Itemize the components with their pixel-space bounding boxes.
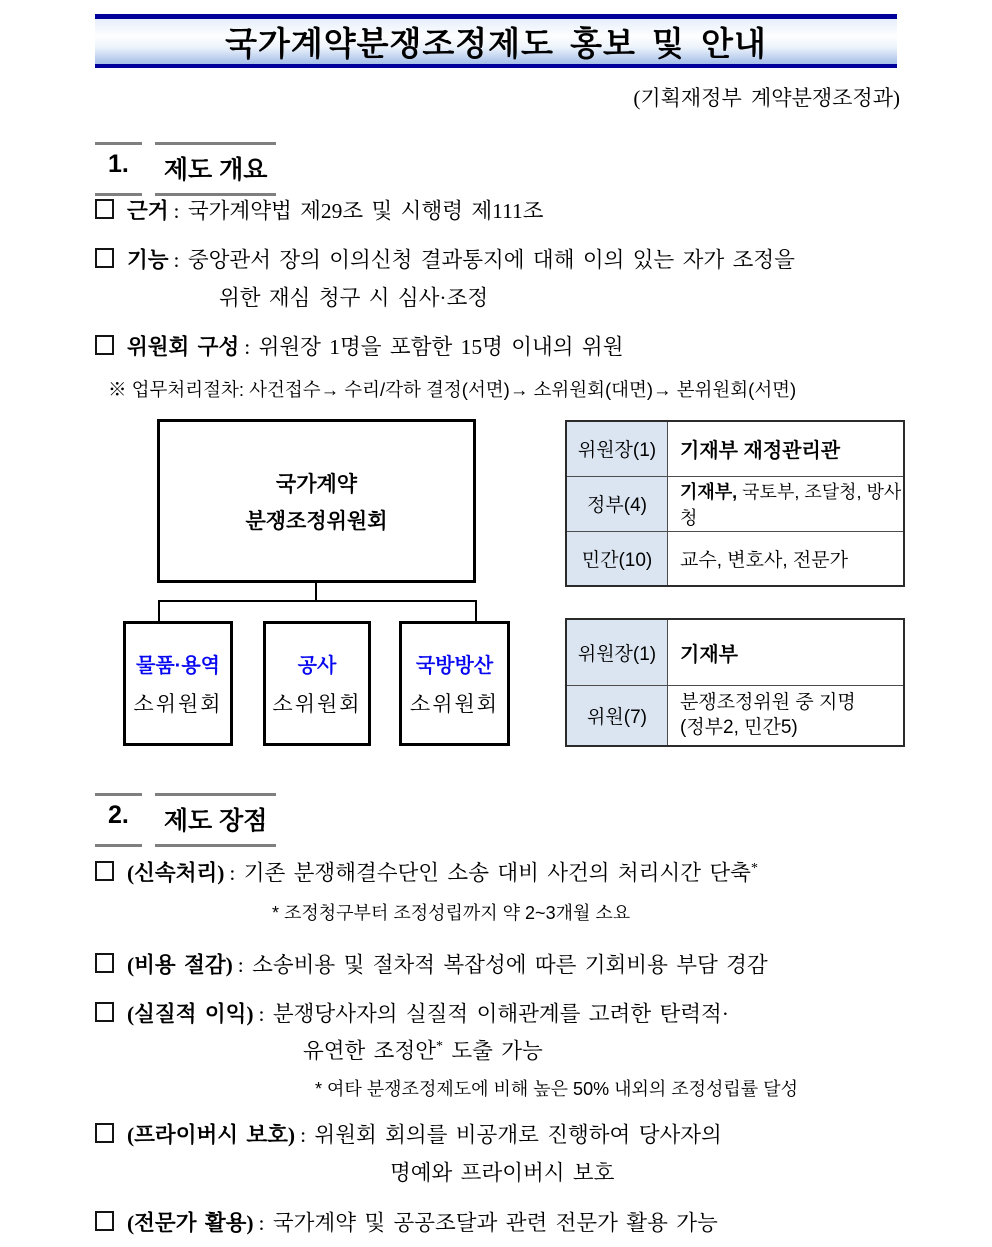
row-header: 민간(10): [566, 531, 668, 586]
row-value: [668, 685, 905, 746]
item-function-text-line2: 위한 재심 청구 시 심사·조정: [219, 286, 489, 310]
item-benefit-footnote: * 여타 분쟁조정제도에 비해 높은 50% 내외의 조정성립률 달성: [315, 1079, 798, 1099]
subcommittee-goods-type: 소위원회: [133, 692, 223, 716]
item-speed-text: : 기존 분쟁해결수단인 소송 대비 사건의 처리시간 단축: [229, 861, 751, 885]
section1-number: 1.: [95, 142, 142, 196]
checkbox-icon: [95, 1123, 114, 1143]
row-value-rest: 국토부, 조달청, 방사청: [680, 481, 902, 528]
item-function: [95, 243, 795, 274]
checkbox-icon: [95, 199, 114, 219]
department-subtitle: (기획재정부 계약분쟁조정과): [633, 86, 900, 110]
row-header: 위원(7): [566, 685, 668, 746]
item-composition-label: 위원회 구성: [127, 335, 240, 359]
section2-heading: [95, 793, 276, 847]
subcommittee-box-construction: [263, 621, 371, 746]
asterisk-superscript: *: [750, 861, 758, 876]
subcommittee-construction-name: 공사: [297, 655, 337, 677]
item-benefit-text: : 분쟁당사자의 실질적 이해관계를 고려한 탄력적·: [258, 1002, 729, 1026]
subcommittee-construction-type: 소위원회: [272, 692, 362, 716]
page-title: 국가계약분쟁조정제도 홍보 및 안내: [225, 25, 767, 62]
row-value: [668, 531, 905, 586]
subcommittee-defense-type: 소위원회: [409, 692, 500, 716]
section2-number: 2.: [95, 793, 142, 847]
item-basis-label: 근거: [127, 199, 169, 223]
table-row: [566, 421, 904, 476]
item-privacy-text-line2: 명예와 프라이버시 보호: [390, 1161, 615, 1185]
item-basis: [95, 194, 544, 225]
connector-stub: [315, 583, 317, 601]
table-row: [566, 531, 904, 586]
subcommittee-box-goods: [123, 621, 233, 746]
table-row: [566, 476, 904, 531]
item-composition-text: : 위원장 1명을 포함한 15명 이내의 위원: [244, 335, 624, 359]
row-value-bold: 기재부: [680, 643, 738, 666]
item-benefit-text-line2: [303, 1034, 543, 1065]
asterisk-superscript: *: [436, 1039, 443, 1054]
table-row: [566, 685, 904, 746]
subcommittee-goods-name: 물품·용역: [136, 655, 220, 677]
row-value-bold: 기재부,: [680, 481, 738, 502]
table-row: [566, 619, 904, 685]
row-value: [668, 421, 905, 476]
item-expert-text: : 국가계약 및 공공조달과 관련 전문가 활용 가능: [258, 1211, 718, 1235]
item-benefit-label: (실질적 이익): [127, 1002, 254, 1026]
item-speed-footnote: * 조정청구부터 조정성립까지 약 2~3개월 소요: [272, 903, 631, 923]
item-speed-label: (신속처리): [127, 861, 225, 885]
main-committee-table: [565, 420, 905, 587]
subcommittee-table: [565, 618, 905, 747]
item-benefit-line2b: 도출 가능: [443, 1039, 543, 1063]
root-line2: 분쟁조정위원회: [245, 509, 388, 533]
section1-title: 제도 개요: [155, 142, 277, 196]
row-value: [668, 476, 905, 531]
item-cost: [95, 948, 768, 979]
item-benefit-line2a: 유연한 조정안: [303, 1039, 436, 1063]
title-banner: [95, 14, 897, 68]
item-function-text: : 중앙관서 장의 이의신청 결과통지에 대해 이의 있는 자가 조정을: [173, 248, 795, 272]
subcommittee-defense-name: 국방방산: [415, 655, 494, 677]
row-header: 정부(4): [566, 476, 668, 531]
checkbox-icon: [95, 861, 114, 881]
row-value: [668, 619, 905, 685]
connector-drop-left: [158, 600, 160, 621]
item-expert: [95, 1206, 718, 1237]
section1-heading: [95, 142, 276, 196]
row-header: 위원장(1): [566, 421, 668, 476]
item-privacy-text: : 위원회 회의를 비공개로 진행하여 당사자의: [300, 1123, 722, 1147]
item-speed: [95, 856, 758, 887]
process-note: ※ 업무처리절차: 사건접수→ 수리/각하 결정(서면)→ 소위원회(대면)→ 본위원회(서면): [108, 379, 797, 400]
orgchart-root-box: [157, 419, 476, 583]
item-benefit: [95, 997, 729, 1028]
item-composition: [95, 330, 623, 361]
item-expert-label: (전문가 활용): [127, 1211, 254, 1235]
row-value-line2: (정부2, 민간5): [680, 717, 798, 739]
row-value-line1: 분쟁조정위원 중 지명: [680, 692, 856, 714]
item-cost-label: (비용 절감): [127, 953, 233, 977]
checkbox-icon: [95, 248, 114, 268]
connector-drop-right: [475, 600, 477, 621]
section2-title: 제도 장점: [155, 793, 277, 847]
row-value-rest: 교수, 변호사, 전문가: [680, 549, 848, 571]
checkbox-icon: [95, 1211, 114, 1231]
item-function-label: 기능: [127, 248, 169, 272]
root-line1: 국가계약: [275, 472, 358, 496]
checkbox-icon: [95, 1002, 114, 1022]
item-cost-text: : 소송비용 및 절차적 복잡성에 따른 기회비용 부담 경감: [237, 953, 768, 977]
checkbox-icon: [95, 335, 114, 355]
item-basis-text: : 국가계약법 제29조 및 시행령 제111조: [173, 199, 544, 223]
row-header: 위원장(1): [566, 619, 668, 685]
checkbox-icon: [95, 953, 114, 973]
subcommittee-box-defense: [399, 621, 510, 746]
connector-bar: [158, 600, 477, 602]
row-value-bold: 기재부 재정관리관: [680, 440, 841, 463]
item-privacy: [95, 1118, 722, 1149]
item-privacy-label: (프라이버시 보호): [127, 1123, 296, 1147]
